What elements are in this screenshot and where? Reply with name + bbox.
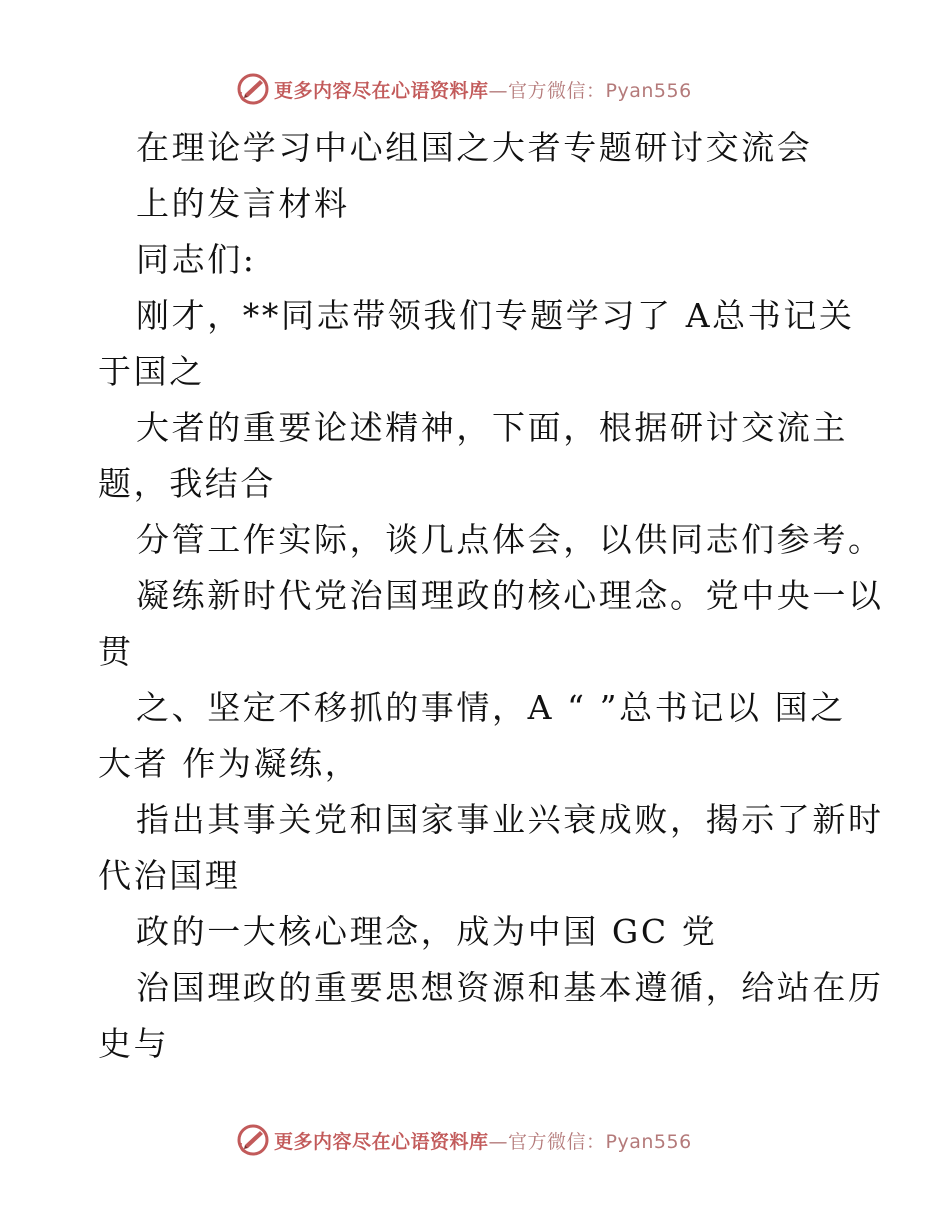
text-line: 刚才，**同志带领我们专题学习了 A总书记关 (136, 296, 855, 335)
text-line: 于国之 (98, 352, 205, 391)
text-line: 题，我结合 (98, 464, 276, 503)
watermark-sub-text: —官方微信：Pyan556 (488, 79, 692, 102)
logo-icon (236, 1123, 270, 1157)
text-line: 上的发言材料 (136, 184, 350, 223)
watermark-text (274, 1127, 692, 1154)
watermark-sub-text: —官方微信：Pyan556 (488, 1130, 692, 1153)
watermark-main-text: 更多内容尽在心语资料库 (274, 79, 489, 102)
text-line: 指出其事关党和国家事业兴衰成败，揭示了新时 (136, 800, 884, 839)
text-line: 贯 (98, 632, 134, 671)
text-line: 同志们: (136, 240, 257, 279)
text-line: 史与 (98, 1024, 170, 1063)
text-line: 大者的重要论述精神，下面，根据研讨交流主 (136, 408, 848, 447)
text-line: 政的一大核心理念，成为中国 GC 党 (136, 912, 718, 951)
text-line: 之、坚定不移抓的事情，A “ ”总书记以 国之 (136, 688, 846, 727)
text-line: 在理论学习中心组国之大者专题研讨交流会 (136, 128, 813, 167)
text-line: 治国理政的重要思想资源和基本遵循，给站在历 (136, 968, 884, 1007)
watermark-header (236, 71, 692, 107)
watermark-text (274, 76, 692, 103)
document-body (98, 120, 884, 1072)
logo-icon (236, 72, 270, 106)
text-line: 大者 作为凝练， (98, 744, 361, 783)
text-line: 分管工作实际，谈几点体会，以供同志们参考。 (136, 520, 884, 559)
watermark-main-text: 更多内容尽在心语资料库 (274, 1130, 489, 1153)
watermark-footer (236, 1122, 692, 1158)
text-line: 代治国理 (98, 856, 241, 895)
text-line: 凝练新时代党治国理政的核心理念。党中央一以 (136, 576, 884, 615)
